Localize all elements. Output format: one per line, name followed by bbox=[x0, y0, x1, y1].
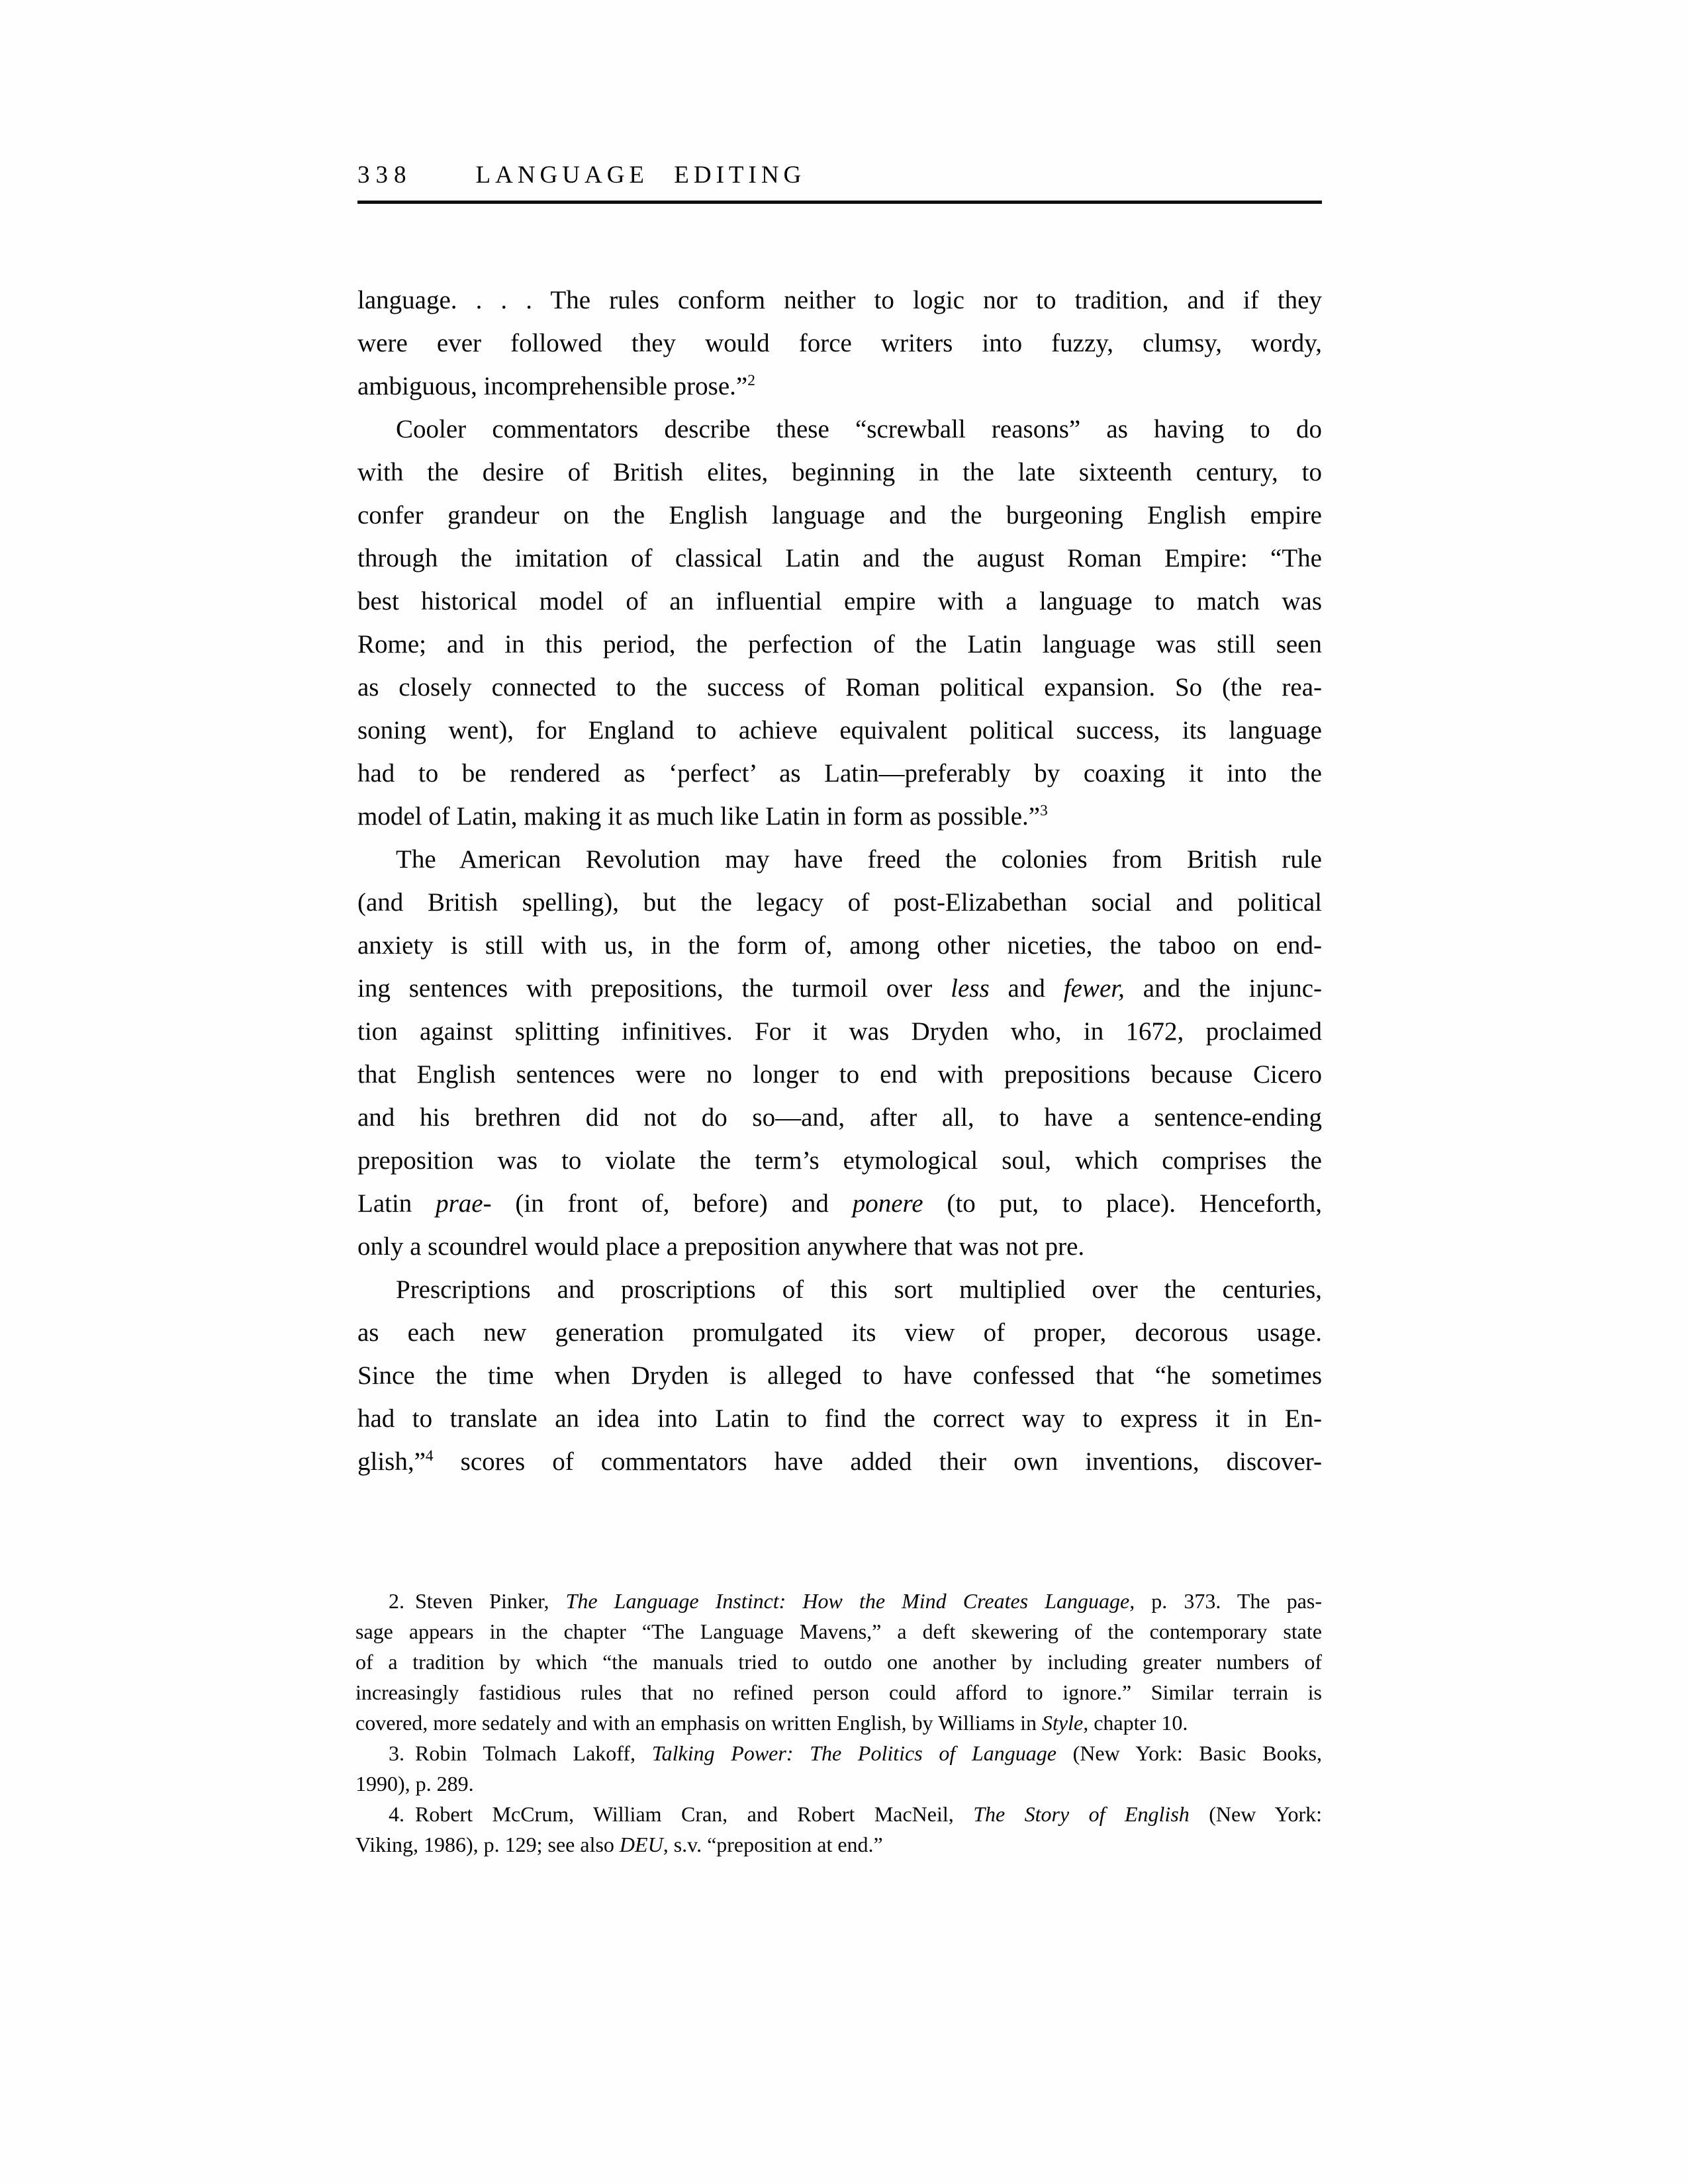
text-segment: and bbox=[989, 974, 1064, 1003]
text-segment: Prescriptions and proscriptions of this sort multiplied over the centuries, bbox=[396, 1275, 1322, 1304]
italic-text: Style, bbox=[1042, 1711, 1089, 1735]
text-segment: (and British spelling), but the legacy of post-Elizabethan social and political bbox=[357, 888, 1322, 917]
text-line bbox=[355, 1586, 1322, 1616]
text-segment: had to be rendered as ‘perfect’ as Latin—preferably by coaxing it into the bbox=[357, 759, 1322, 788]
text-segment: that English sentences were no longer to end with prepositions because Cicero bbox=[357, 1060, 1322, 1089]
text-segment: 4. Robert McCrum, William Cran, and Robert MacNeil, bbox=[389, 1802, 974, 1826]
text-segment: and his brethren did not do so—and, after all, to have a sentence-ending bbox=[357, 1103, 1322, 1132]
text-line bbox=[355, 1738, 1322, 1768]
text-line bbox=[357, 1354, 1322, 1397]
text-segment: glish,” bbox=[357, 1447, 426, 1476]
footnote bbox=[355, 1586, 1322, 1738]
text-line bbox=[357, 666, 1322, 709]
text-segment: (New York: Basic Books, bbox=[1056, 1741, 1323, 1765]
text-line bbox=[357, 623, 1322, 666]
text-segment: Viking, 1986), p. 129; see also bbox=[355, 1833, 620, 1856]
text-segment: The American Revolution may have freed the colonies from British rule bbox=[396, 845, 1322, 874]
text-segment: as closely connected to the success of Roman political expansion. So (the rea- bbox=[357, 673, 1322, 702]
text-segment: chapter 10. bbox=[1088, 1711, 1188, 1735]
text-line bbox=[357, 1096, 1322, 1139]
text-segment: ing sentences with prepositions, the turmoil over bbox=[357, 974, 951, 1003]
italic-text: The Language Instinct: How the Mind Creates Language, bbox=[565, 1589, 1135, 1613]
footnote-reference: 3 bbox=[1040, 802, 1048, 819]
text-line bbox=[357, 709, 1322, 752]
text-line bbox=[355, 1707, 1322, 1738]
body-paragraph bbox=[357, 838, 1322, 1268]
text-segment: 1990), p. 289. bbox=[355, 1772, 474, 1796]
text-segment: (to put, to place). Henceforth, bbox=[923, 1189, 1323, 1218]
body-paragraph bbox=[357, 408, 1322, 838]
text-segment: Cooler commentators describe these “screwball reasons” as having to do bbox=[396, 415, 1322, 443]
text-segment: and the injunc- bbox=[1124, 974, 1323, 1003]
text-line bbox=[357, 924, 1322, 967]
footnote-reference: 2 bbox=[747, 372, 755, 389]
text-segment: were ever followed they would force writers into fuzzy, clumsy, wordy, bbox=[357, 329, 1322, 357]
text-line bbox=[357, 322, 1322, 365]
text-segment: of a tradition by which “the manuals tried to outdo one another by including greater numbers of bbox=[355, 1650, 1322, 1674]
text-line bbox=[355, 1616, 1322, 1647]
text-segment: scores of commentators have added their own inventions, discover- bbox=[433, 1447, 1322, 1476]
body-paragraph bbox=[357, 1268, 1322, 1483]
text-segment: anxiety is still with us, in the form of, among other niceties, the taboo on end- bbox=[357, 931, 1322, 960]
text-line bbox=[357, 580, 1322, 623]
running-title: LANGUAGE EDITING bbox=[475, 161, 806, 189]
text-segment: p. 373. The pas- bbox=[1135, 1589, 1323, 1613]
text-segment: 3. Robin Tolmach Lakoff, bbox=[389, 1741, 652, 1765]
header-rule bbox=[357, 201, 1322, 204]
text-segment: language. . . . The rules conform neither to logic nor to tradition, and if they bbox=[357, 286, 1322, 314]
text-segment: 2. Steven Pinker, bbox=[389, 1589, 566, 1613]
italic-text: prae- bbox=[436, 1189, 492, 1218]
text-segment: s.v. “preposition at end.” bbox=[668, 1833, 883, 1856]
footnote bbox=[355, 1738, 1322, 1799]
text-line bbox=[357, 1010, 1322, 1053]
text-line bbox=[357, 795, 1322, 838]
text-line bbox=[357, 752, 1322, 795]
text-line bbox=[357, 1440, 1322, 1483]
footnote-reference: 4 bbox=[425, 1447, 434, 1465]
text-line bbox=[357, 1397, 1322, 1440]
text-segment: increasingly fastidious rules that no refined person could afford to ignore.” Similar terrain is bbox=[355, 1680, 1322, 1704]
footnote bbox=[355, 1799, 1322, 1860]
text-line bbox=[355, 1829, 1322, 1860]
text-line bbox=[357, 1268, 1322, 1311]
text-line bbox=[357, 1053, 1322, 1096]
text-segment: (New York: bbox=[1189, 1802, 1323, 1826]
text-line bbox=[355, 1677, 1322, 1707]
text-line bbox=[357, 451, 1322, 494]
text-segment: tion against splitting infinitives. For it was Dryden who, in 1672, proclaimed bbox=[357, 1017, 1322, 1046]
italic-text: DEU, bbox=[619, 1833, 669, 1856]
text-segment: model of Latin, making it as much like Latin in form as possible.” bbox=[357, 802, 1041, 831]
text-line bbox=[357, 537, 1322, 580]
text-segment: Latin bbox=[357, 1189, 436, 1218]
text-line bbox=[357, 279, 1322, 322]
text-segment: soning went), for England to achieve equivalent political success, its language bbox=[357, 716, 1322, 745]
text-segment: best historical model of an influential empire with a language to match was bbox=[357, 587, 1322, 615]
text-segment: through the imitation of classical Latin and the august Roman Empire: “The bbox=[357, 544, 1322, 572]
text-line bbox=[355, 1647, 1322, 1677]
text-segment: covered, more sedately and with an emphasis on written English, by Williams in bbox=[355, 1711, 1043, 1735]
text-line bbox=[357, 838, 1322, 881]
text-segment: ambiguous, incomprehensible prose.” bbox=[357, 372, 748, 400]
body-text bbox=[357, 279, 1322, 1483]
text-line bbox=[357, 365, 1322, 408]
text-segment: preposition was to violate the term’s etymological soul, which comprises the bbox=[357, 1146, 1322, 1175]
text-segment: Since the time when Dryden is alleged to have confessed that “he sometimes bbox=[357, 1361, 1322, 1390]
text-segment: with the desire of British elites, beginning in the late sixteenth century, to bbox=[357, 458, 1322, 486]
text-segment: had to translate an idea into Latin to find the correct way to express it in En- bbox=[357, 1404, 1322, 1433]
running-header bbox=[357, 161, 1322, 189]
text-line bbox=[357, 494, 1322, 537]
footnotes bbox=[355, 1586, 1322, 1860]
italic-text: fewer, bbox=[1063, 974, 1125, 1003]
text-segment: sage appears in the chapter “The Language Mavens,” a deft skewering of the contemporary state bbox=[355, 1619, 1322, 1643]
page-number: 338 bbox=[357, 161, 412, 189]
text-segment: (in front of, before) and bbox=[491, 1189, 853, 1218]
text-line bbox=[357, 881, 1322, 924]
italic-text: ponere bbox=[852, 1189, 923, 1218]
text-line bbox=[357, 408, 1322, 451]
text-line bbox=[357, 1311, 1322, 1354]
text-line bbox=[357, 1139, 1322, 1182]
text-segment: confer grandeur on the English language and the burgeoning English empire bbox=[357, 501, 1322, 529]
text-line bbox=[355, 1799, 1322, 1829]
text-segment: as each new generation promulgated its view of proper, decorous usage. bbox=[357, 1318, 1322, 1347]
text-line bbox=[357, 967, 1322, 1010]
text-line bbox=[357, 1225, 1322, 1268]
text-line bbox=[357, 1182, 1322, 1225]
italic-text: less bbox=[951, 974, 990, 1003]
italic-text: The Story of English bbox=[973, 1802, 1190, 1826]
body-paragraph bbox=[357, 279, 1322, 408]
text-segment: Rome; and in this period, the perfection of the Latin language was still seen bbox=[357, 630, 1322, 659]
text-line bbox=[355, 1768, 1322, 1799]
italic-text: Talking Power: The Politics of Language bbox=[651, 1741, 1056, 1765]
text-segment: only a scoundrel would place a preposition anywhere that was not pre. bbox=[357, 1232, 1085, 1261]
